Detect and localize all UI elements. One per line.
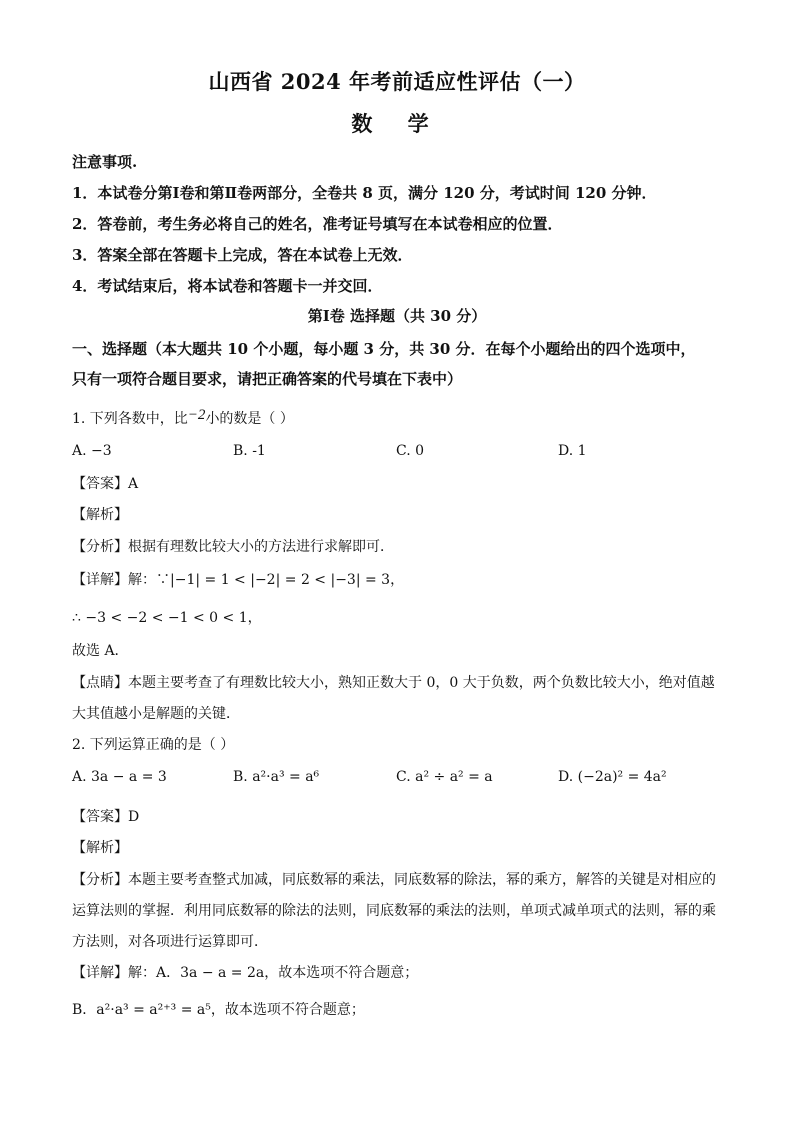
q2-detail-2: B．a²·a³ = a²⁺³ = a⁵，故本选项不符合题意； [72,1002,365,1018]
q1-option-a: A. −3 [72,443,112,459]
notice-item-2: 2．答卷前，考生务必将自己的姓名，准考证号填写在本试卷相应的位置． [72,215,563,233]
q2-jiexi: 【解析】 [72,840,128,856]
notice-item-3: 3．答案全部在答题卡上完成，答在本试卷上无效． [72,246,413,264]
q2-detail-1: 【详解】解：A．3a − a = 2a，故本选项不符合题意； [72,965,419,981]
notice-item-4: 4．考试结束后，将本试卷和答题卡一并交回． [72,277,383,295]
q1-stem-prefix: 1. 下列各数中，比 [72,411,188,427]
q1-analysis: 【分析】根据有理数比较大小的方法进行求解即可． [72,539,394,555]
q2-analysis-2: 运算法则的掌握．利用同底数幂的除法的法则，同底数幂的乘法的法则，单项式减单项式的法则，幂的乘 [72,903,716,919]
subject-title: 数 学 [351,111,443,136]
q1-stem-suffix: 小的数是（ ） [205,411,294,427]
q1-comment-1: 【点睛】本题主要考查了有理数比较大小，熟知正数大于 0，0 大于负数，两个负数比较大小，绝对值越 [72,675,715,691]
q2-analysis-1: 【分析】本题主要考查整式加减，同底数幂的乘法，同底数幂的除法，幂的乘方，解答的关键是对相应的 [72,872,716,888]
section-title: 第Ⅰ卷 选择题（共 30 分） [307,307,487,325]
notice-heading: 注意事项. [72,153,138,171]
q2-option-c: C. a² ÷ a² = a [396,769,493,785]
q1-option-d: D. 1 [558,443,587,459]
q2-stem: 2. 下列运算正确的是（ ） [72,737,235,753]
q2-answer: 【答案】D [72,809,140,825]
notice-item-1: 1．本试卷分第Ⅰ卷和第Ⅱ卷两部分，全卷共 8 页，满分 120 分，考试时间 120 分钟． [72,184,657,202]
exam-title: 山西省 2024 年考前适应性评估（一） [208,69,586,94]
q1-option-b: B. -1 [233,443,266,459]
q1-choice: 故选 A． [72,643,129,659]
q2-analysis-3: 方法则，对各项进行运算即可． [72,934,268,950]
q1-jiexi: 【解析】 [72,507,128,523]
q1-stem-number: −2 [187,407,206,423]
section-instruction-2: 只有一项符合题目要求，请把正确答案的代号填在下表中） [72,370,463,388]
q1-answer: 【答案】A [72,476,139,492]
q2-option-d: D. (−2a)² = 4a² [558,769,667,785]
q2-option-b: B. a²·a³ = a⁶ [233,769,320,785]
q1-option-c: C. 0 [396,443,425,459]
q1-detail-2: ∴ −3 < −2 < −1 < 0 < 1， [72,610,262,626]
q1-detail-1: 【详解】解：∵|−1| = 1 < |−2| = 2 < |−3| = 3， [72,572,405,588]
q2-option-a: A. 3a − a = 3 [72,769,167,785]
q1-comment-2: 大其值越小是解题的关键． [72,706,240,722]
q1-stem [72,408,294,428]
section-instruction-1: 一、选择题（本大题共 10 个小题，每小题 3 分，共 30 分．在每个小题给出的四个选项中， [72,340,696,358]
